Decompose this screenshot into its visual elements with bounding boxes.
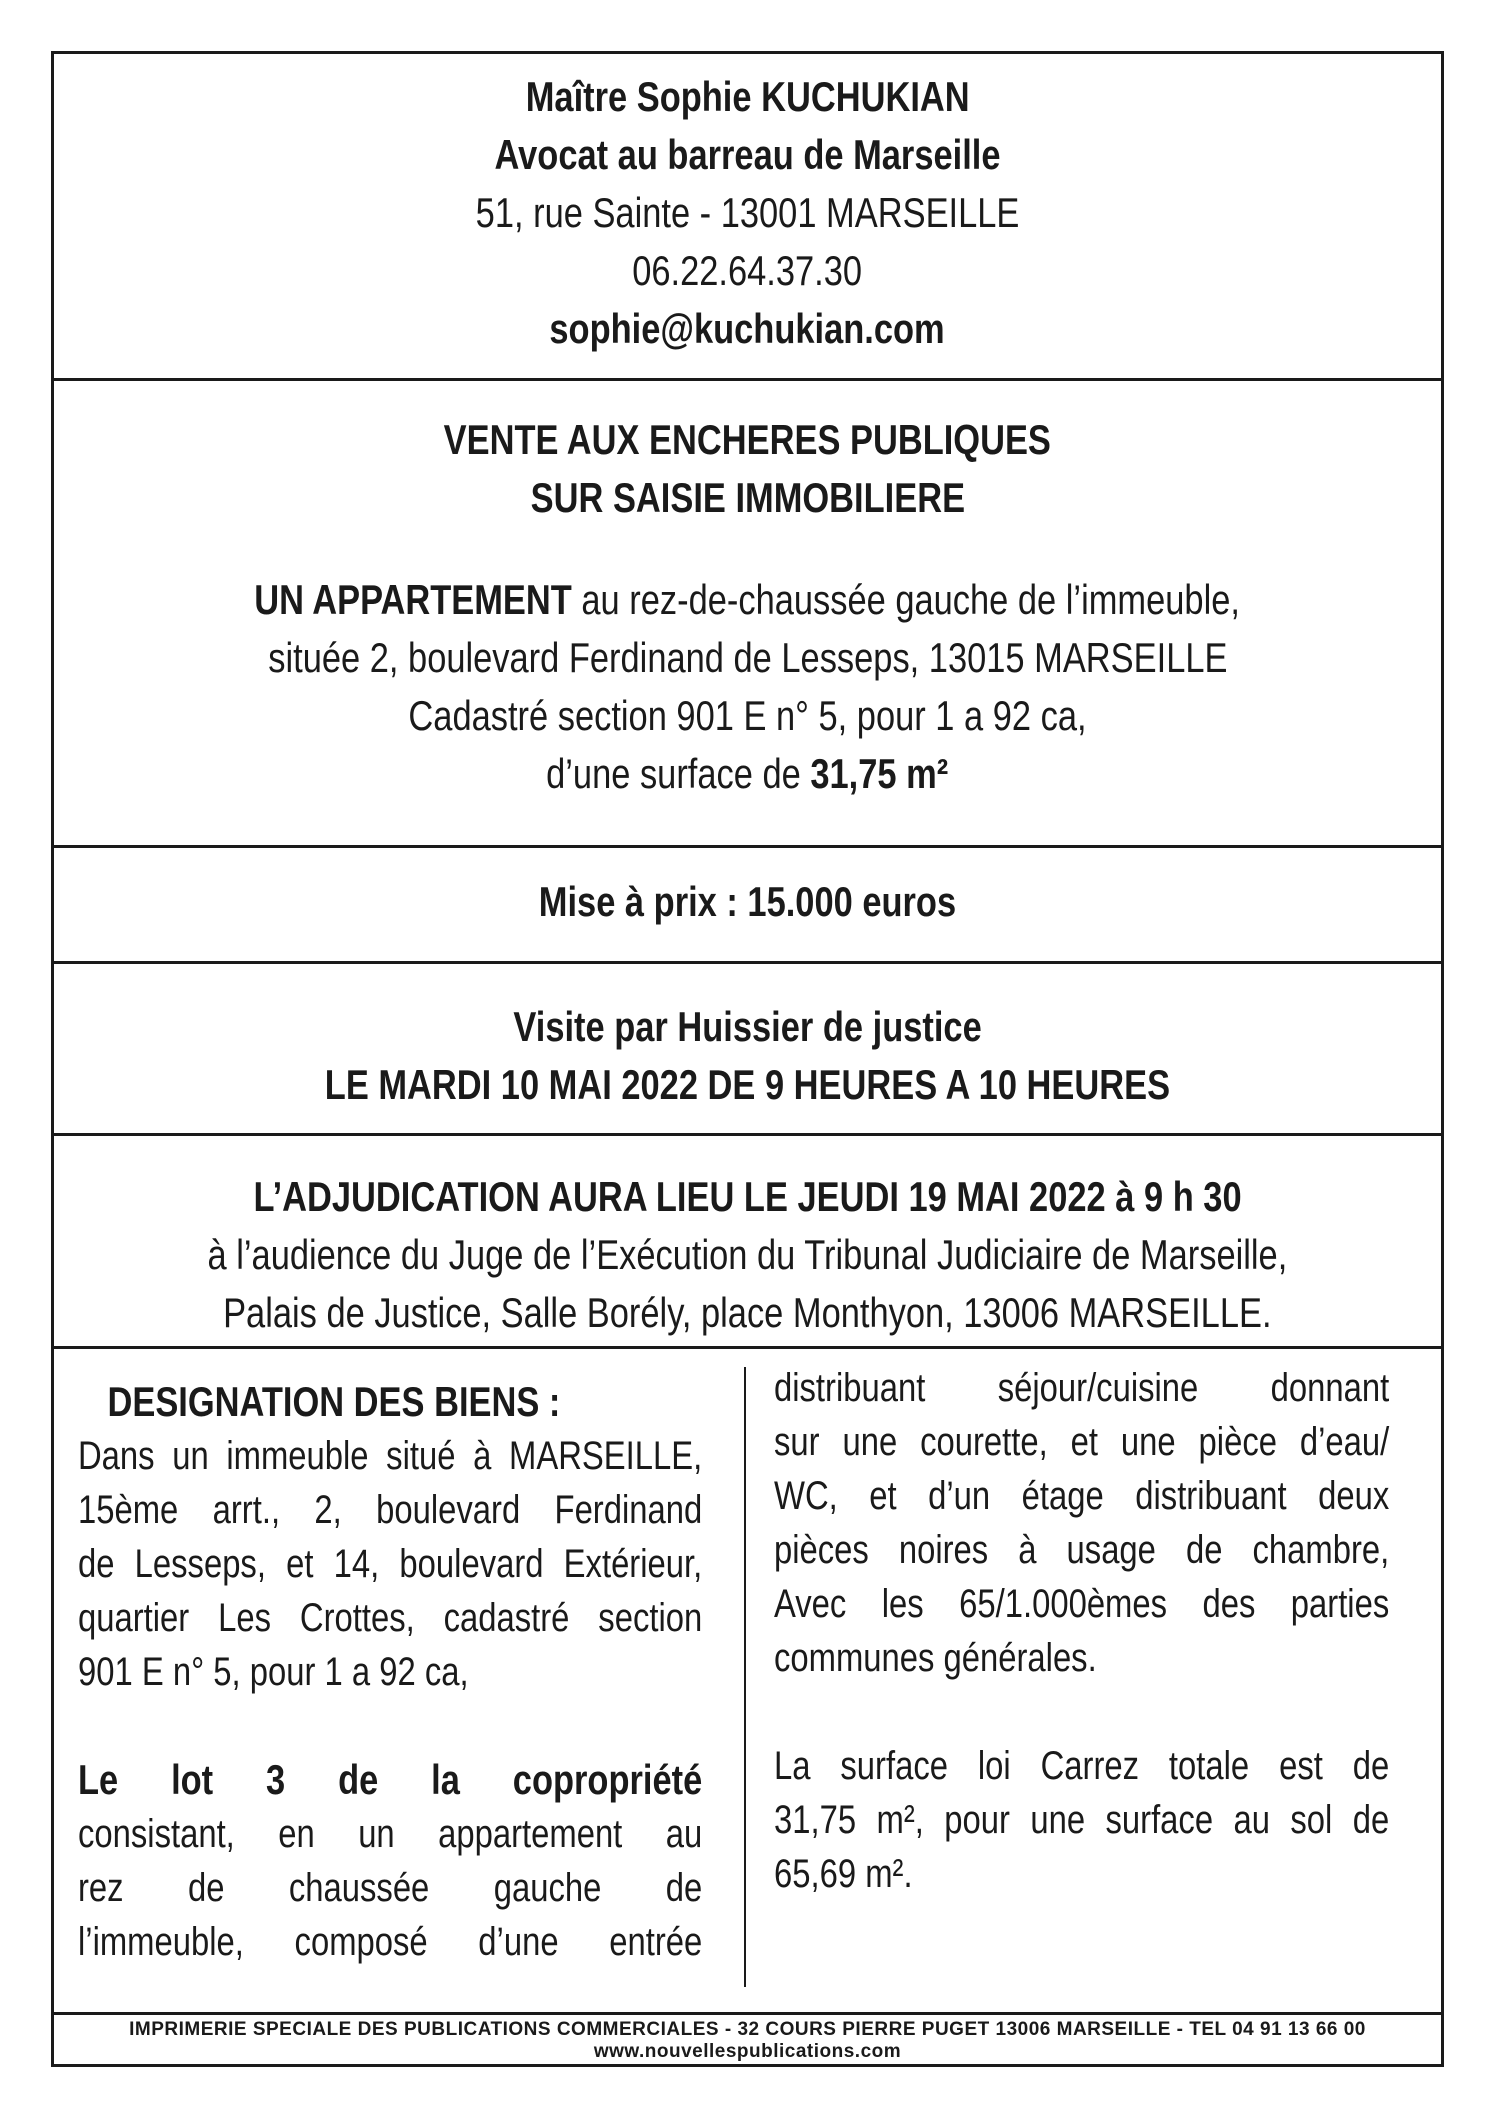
lot-description: au rez-de-chaussée gauche de l’immeuble,	[572, 576, 1241, 623]
lot-line: consistant, en un appartement au	[78, 1812, 703, 1856]
designation-left-column	[78, 1375, 702, 1969]
designation-section	[54, 1349, 1441, 2015]
visit-section	[54, 964, 1441, 1136]
designation-line: de Lesseps, et 14, boulevard Extérieur,	[78, 1542, 703, 1586]
surface-label: d’une surface de	[546, 750, 811, 797]
sale-heading-2: SUR SAISIE IMMOBILIERE	[530, 474, 965, 521]
adjudication-section	[54, 1136, 1441, 1349]
lot-location: située 2, boulevard Ferdinand de Lesseps, 13015 MARSEILLE	[267, 634, 1228, 681]
designation-line: WC, et d’un étage distribuant deux	[774, 1474, 1390, 1518]
lot-line: l’immeuble, composé d’une entrée	[78, 1920, 703, 1964]
designation-line: quartier Les Crottes, cadastré section	[78, 1596, 703, 1640]
carrez-line: La surface loi Carrez totale est de	[774, 1744, 1390, 1788]
price-section	[54, 848, 1441, 964]
sale-section	[54, 381, 1441, 848]
designation-line: Dans un immeuble situé à MARSEILLE,	[78, 1434, 703, 1478]
designation-right-column	[774, 1361, 1389, 1901]
adjudication-date: L’ADJUDICATION AURA LIEU LE JEUDI 19 MAI 2022 à 9 h 30	[253, 1173, 1242, 1220]
lot-type: UN APPARTEMENT	[254, 576, 573, 623]
printer-info: IMPRIMERIE SPECIALE DES PUBLICATIONS COMMERCIALES - 32 COURS PIERRE PUGET 13006 MARSEILLE - TEL 04 91 13 66 00	[129, 2019, 1366, 2040]
notice-frame	[51, 51, 1444, 2067]
designation-line: 15ème arrt., 2, boulevard Ferdinand	[78, 1488, 703, 1532]
lawyer-email: sophie@kuchukian.com	[549, 305, 946, 352]
designation-heading: DESIGNATION DES BIENS :	[107, 1378, 561, 1425]
lawyer-header	[54, 54, 1441, 381]
designation-line: 901 E n° 5, pour 1 a 92 ca,	[78, 1650, 469, 1694]
lawyer-address: 51, rue Sainte - 13001 MARSEILLE	[475, 189, 1020, 236]
carrez-line: 65,69 m².	[774, 1852, 913, 1896]
visit-line-2: LE MARDI 10 MAI 2022 DE 9 HEURES A 10 HEURES	[324, 1061, 1171, 1108]
adjudication-court: à l’audience du Juge de l’Exécution du Tribunal Judiciaire de Marseille,	[207, 1231, 1288, 1278]
designation-line: communes générales.	[774, 1636, 1097, 1680]
column-divider	[744, 1367, 746, 1987]
designation-line: distribuant séjour/cuisine donnant	[774, 1366, 1390, 1410]
designation-line: Avec les 65/1.000èmes des parties	[774, 1582, 1390, 1626]
designation-line: pièces noires à usage de chambre,	[774, 1528, 1390, 1572]
lot-number: Le lot 3 de la copropriété	[78, 1756, 703, 1803]
lot-cadastre: Cadastré section 901 E n° 5, pour 1 a 92 ca,	[408, 692, 1087, 739]
lot-line: rez de chaussée gauche de	[78, 1866, 703, 1910]
lawyer-phone: 06.22.64.37.30	[632, 247, 863, 294]
designation-line: sur une courette, et une pièce d’eau/	[774, 1420, 1390, 1464]
lawyer-title: Avocat au barreau de Marseille	[494, 131, 1001, 178]
surface-value: 31,75 m²	[810, 750, 949, 797]
lawyer-name: Maître Sophie KUCHUKIAN	[525, 73, 970, 120]
adjudication-place: Palais de Justice, Salle Borély, place Monthyon, 13006 MARSEILLE.	[223, 1289, 1272, 1336]
visit-line-1: Visite par Huissier de justice	[513, 1003, 982, 1050]
sale-heading-1: VENTE AUX ENCHERES PUBLIQUES	[443, 416, 1052, 463]
printer-website: www.nouvellespublications.com	[593, 2041, 902, 2062]
starting-price: Mise à prix : 15.000 euros	[538, 878, 957, 925]
carrez-line: 31,75 m², pour une surface au sol de	[774, 1798, 1390, 1842]
printer-footer	[54, 2015, 1441, 2067]
